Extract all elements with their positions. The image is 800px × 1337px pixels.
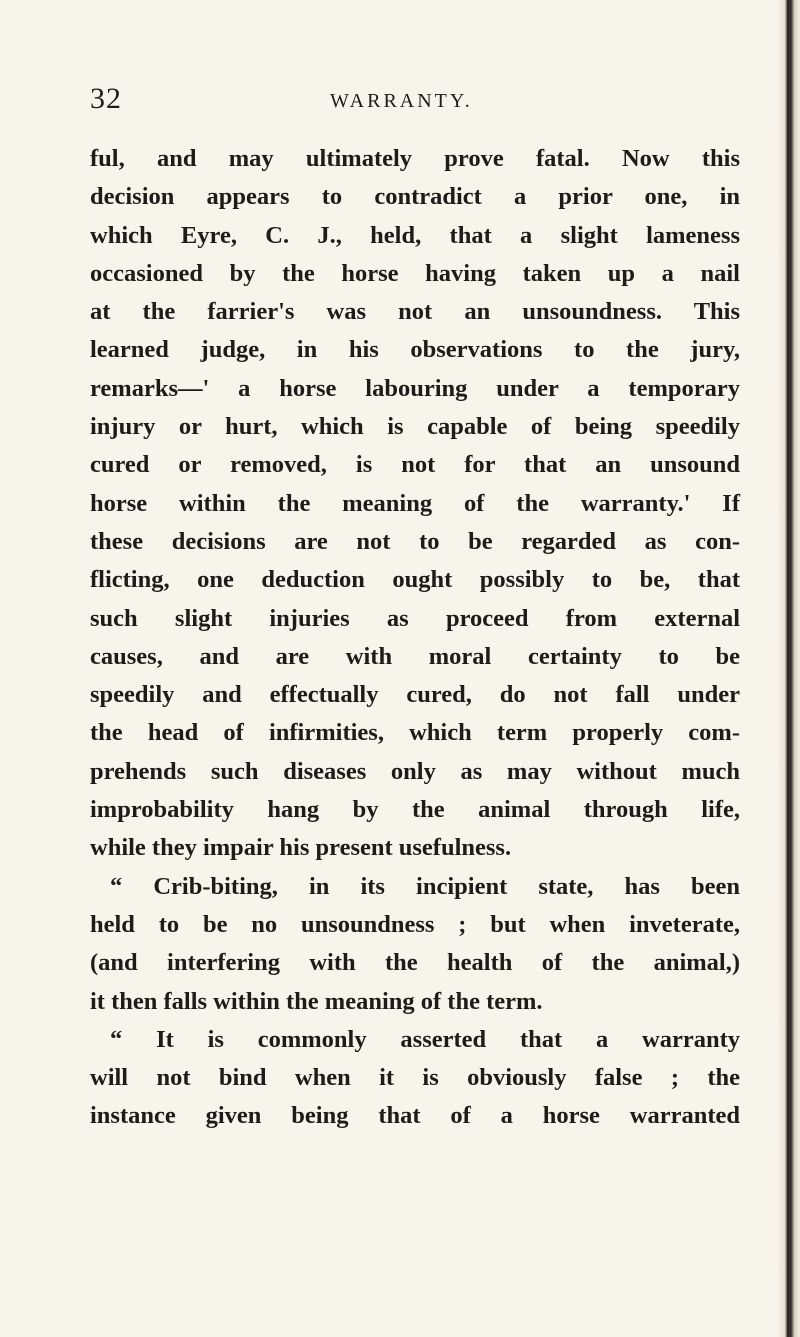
text-line: will not bind when it is obviously false ; the [90,1064,740,1092]
text-line: causes, and are with moral certainty to be [90,642,740,670]
running-head: WARRANTY. [330,90,473,112]
text-line: speedily and effectually cured, do not fall under [90,681,740,709]
text-line: flicting, one deduction ought possibly to be, that [90,566,740,594]
text-line: learned judge, in his observations to the jury, [90,336,740,364]
text-line: cured or removed, is not for that an unsound [90,451,740,479]
text-line: remarks—' a horse labouring under a temporary [90,374,740,402]
page-number: 32 [90,82,122,115]
page-edge [778,0,800,1337]
text-line: prehends such diseases only as may without much [90,757,740,785]
text-line: “ It is commonly asserted that a warranty [110,1025,740,1053]
text-line: (and interfering with the health of the animal,) [90,949,740,977]
text-line: injury or hurt, which is capable of being speedily [90,413,740,441]
text-line: “ Crib-biting, in its incipient state, has been [110,872,740,900]
text-line: instance given being that of a horse warranted [90,1102,740,1130]
text-line: which Eyre, C. J., held, that a slight lameness [90,221,740,249]
text-line: the head of infirmities, which term properly com- [90,719,740,747]
page-header [90,82,730,118]
text-line: at the farrier's was not an unsoundness. This [90,298,740,326]
body-text [90,140,740,1136]
text-line: occasioned by the horse having taken up a nail [90,259,740,287]
text-line: ful, and may ultimately prove fatal. Now this [90,145,740,172]
text-line: these decisions are not to be regarded as con- [90,527,740,555]
text-line: while they impair his present usefulness. [90,834,512,862]
text-line: decision appears to contradict a prior one, in [90,183,740,211]
binding-line [787,0,789,1337]
text-line: such slight injuries as proceed from external [90,604,740,632]
text-line: horse within the meaning of the warranty.' If [90,489,740,517]
text-line: it then falls within the meaning of the term. [90,987,543,1015]
text-line: improbability hang by the animal through life, [90,796,740,824]
text-line: held to be no unsoundness ; but when inveterate, [90,910,740,938]
